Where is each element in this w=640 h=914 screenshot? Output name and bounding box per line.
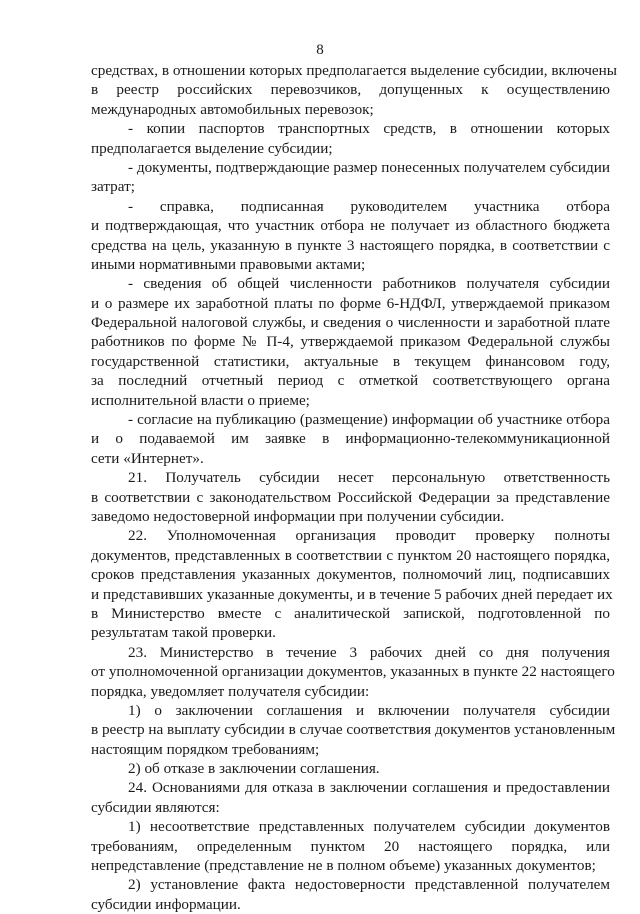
text-line: настоящим порядком требованиям;: [91, 740, 320, 758]
text-line: в соответствии с законодательством Российской Федерации за представление: [91, 488, 610, 506]
text-line: - сведения об общей численности работников получателя субсидии: [128, 275, 610, 293]
paragraph: [91, 468, 610, 526]
text-line: - документы, подтверждающие размер понесенных получателем субсидии: [128, 158, 611, 176]
text-line: сроков представления указанных документов, полномочий лиц, подписавших: [91, 566, 610, 584]
paragraph: [91, 410, 610, 468]
paragraph: [91, 817, 610, 875]
text-line: заведомо недостоверной информации при получении субсидии.: [91, 507, 505, 525]
text-line: Федеральной налоговой службы, и сведения о численности и заработной плате: [91, 314, 610, 332]
paragraph: [91, 643, 615, 701]
text-line: международных автомобильных перевозок;: [91, 100, 374, 118]
text-line: 2) установление факта недостоверности представленной получателем: [128, 876, 610, 894]
paragraph: [91, 526, 613, 642]
paragraph: [91, 119, 610, 158]
document-body: [91, 61, 617, 914]
page-number: 8: [316, 42, 324, 58]
text-line: субсидии информации.: [91, 895, 241, 913]
paragraph: [91, 274, 610, 410]
text-line: и о размере их заработной платы по форме 6-НДФЛ, утверждаемой приказом: [91, 294, 610, 312]
text-line: от уполномоченной организации документов, указанных в пункте 22 настоящего: [91, 663, 615, 681]
paragraph: [91, 61, 617, 119]
text-line: государственной статистики, актуальные в текущем финансовом году,: [91, 352, 610, 370]
paragraph: [91, 778, 610, 817]
text-line: за последний отчетный период с отметкой соответствующего органа: [91, 372, 610, 390]
text-line: 21. Получатель субсидии несет персональную ответственность: [128, 469, 610, 487]
paragraph: [91, 875, 610, 914]
text-line: документов, представленных в соответствии с пунктом 20 настоящего порядка,: [91, 546, 610, 564]
text-line: 2) об отказе в заключении соглашения.: [128, 760, 380, 778]
text-line: иными нормативными правовыми актами;: [91, 255, 366, 273]
text-line: в реестр российских перевозчиков, допущенных к осуществлению: [91, 81, 610, 99]
text-line: предполагается выделение субсидии;: [91, 139, 333, 157]
text-line: 1) несоответствие представленных получателем субсидии документов: [128, 818, 610, 836]
text-line: непредставление (представление не в полном объеме) указанных документов;: [91, 857, 596, 875]
text-line: - согласие на публикацию (размещение) информации об участнике отбора: [128, 411, 610, 429]
text-line: 1) о заключении соглашения и включении получателя субсидии: [128, 701, 610, 719]
text-line: средствах, в отношении которых предполагается выделение субсидии, включены: [91, 62, 617, 79]
paragraph: [91, 701, 616, 759]
text-line: субсидии являются:: [91, 798, 220, 816]
text-line: в реестр на выплату субсидии в случае соответствия документов установленным: [91, 721, 616, 739]
text-line: порядка, уведомляет получателя субсидии:: [91, 682, 370, 700]
text-line: 23. Министерство в течение 3 рабочих дней со дня получения: [128, 643, 610, 661]
text-line: требованиям, определенным пунктом 20 настоящего порядка, или: [91, 837, 610, 855]
text-line: и о подаваемой им заявке в информационно-телекоммуникационной: [91, 430, 610, 448]
text-line: 24. Основаниями для отказа в заключении соглашения и предоставлении: [128, 779, 610, 797]
text-line: результатам такой проверки.: [91, 624, 276, 642]
text-line: в Министерство вместе с аналитической запиской, подготовленной по: [91, 604, 610, 622]
text-line: и представивших указанные документы, и в течение 5 рабочих дней передает их: [91, 585, 613, 603]
text-line: - копии паспортов транспортных средств, в отношении которых: [128, 120, 610, 138]
text-line: средства на цель, указанную в пункте 3 настоящего порядка, в соответствии с: [91, 236, 610, 254]
text-line: исполнительной власти о приеме;: [91, 391, 310, 409]
text-line: и подтверждающая, что участник отбора не получает из областного бюджета: [91, 217, 610, 235]
text-line: - справка, подписанная руководителем участника отбора: [128, 197, 610, 215]
text-line: сети «Интернет».: [91, 449, 204, 467]
text-line: работников по форме № П-4, утверждаемой приказом Федеральной службы: [91, 333, 610, 351]
paragraph: [91, 197, 610, 275]
text-line: затрат;: [91, 178, 135, 196]
paragraph: [91, 759, 610, 778]
paragraph: [91, 158, 610, 197]
text-line: 22. Уполномоченная организация проводит проверку полноты: [128, 527, 610, 545]
